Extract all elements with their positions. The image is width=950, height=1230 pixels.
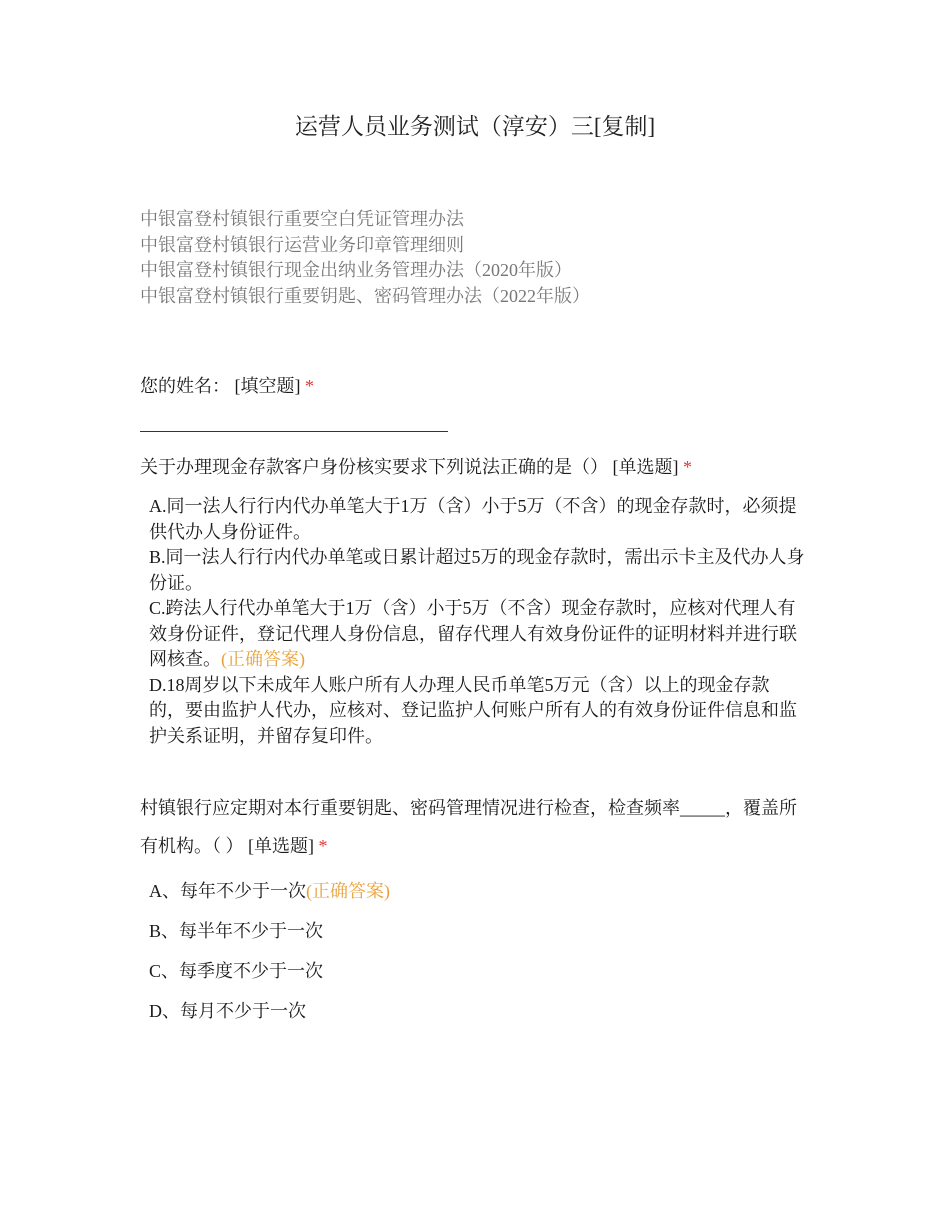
question-2-options [149,494,805,749]
option-text: D、每月不少于一次 [149,1001,306,1021]
option-b[interactable] [149,911,805,951]
survey-title: 运营人员业务测试（淳安）三[复制] [294,114,656,139]
question-text: 村镇银行应定期对本行重要钥匙、密码管理情况进行检查，检查频率_____，覆盖所有机构。（ ） [140,798,797,856]
question-type-tag: [填空题] [234,376,301,396]
question-text: 您的姓名： [140,376,230,396]
description-line: 中银富登村镇银行运营业务印章管理细则 [140,234,464,255]
question-2-title [140,453,805,481]
question-3-options [149,871,805,1031]
option-a[interactable] [149,871,805,911]
survey-description [140,207,820,309]
option-text: A、每年不少于一次 [149,881,306,901]
option-text: A.同一法人行行内代办单笔大于1万（含）小于5万（不含）的现金存款时，必须提供代办人身份证件。 [149,496,797,542]
option-d[interactable] [149,991,805,1031]
description-line: 中银富登村镇银行现金出纳业务管理办法（2020年版） [140,260,572,280]
option-text: C、每季度不少于一次 [149,961,324,981]
option-c[interactable] [149,951,805,991]
question-type-tag: [单选题] [612,457,679,477]
question-type-tag: [单选题] [248,836,314,856]
correct-answer-label: (正确答案) [221,649,305,669]
name-answer-field[interactable] [140,431,448,432]
question-1-title [140,372,805,400]
option-text: B、每半年不少于一次 [149,921,324,941]
option-text: B.同一法人行行内代办单笔或日累计超过5万的现金存款时，需出示卡主及代办人身份证。 [149,547,805,593]
option-c[interactable] [149,596,805,673]
required-mark: * [318,836,328,856]
description-line: 中银富登村镇银行重要钥匙、密码管理办法（2022年版） [140,285,590,306]
question-text: 关于办理现金存款客户身份核实要求下列说法正确的是（） [140,457,608,477]
question-3-title [140,789,805,865]
option-b[interactable] [149,545,805,596]
option-d[interactable] [149,673,805,750]
required-mark: * [305,376,314,396]
description-line: 中银富登村镇银行重要空白凭证管理办法 [140,209,464,229]
correct-answer-label: (正确答案) [306,881,390,901]
required-mark: * [683,457,692,477]
option-text: D.18周岁以下未成年人账户所有人办理人民币单笔5万元（含）以上的现金存款的，要由监护人代办，应核对、登记监护人何账户所有人的有效身份证件信息和监护关系证明，并留存复印件。 [149,674,797,746]
option-text: C.跨法人行代办单笔大于1万（含）小于5万（不含）现金存款时，应核对代理人有效身份证件，登记代理人身份信息，留存代理人有效身份证件的证明材料并进行联网核查。 [149,598,797,669]
option-a[interactable] [149,494,805,545]
